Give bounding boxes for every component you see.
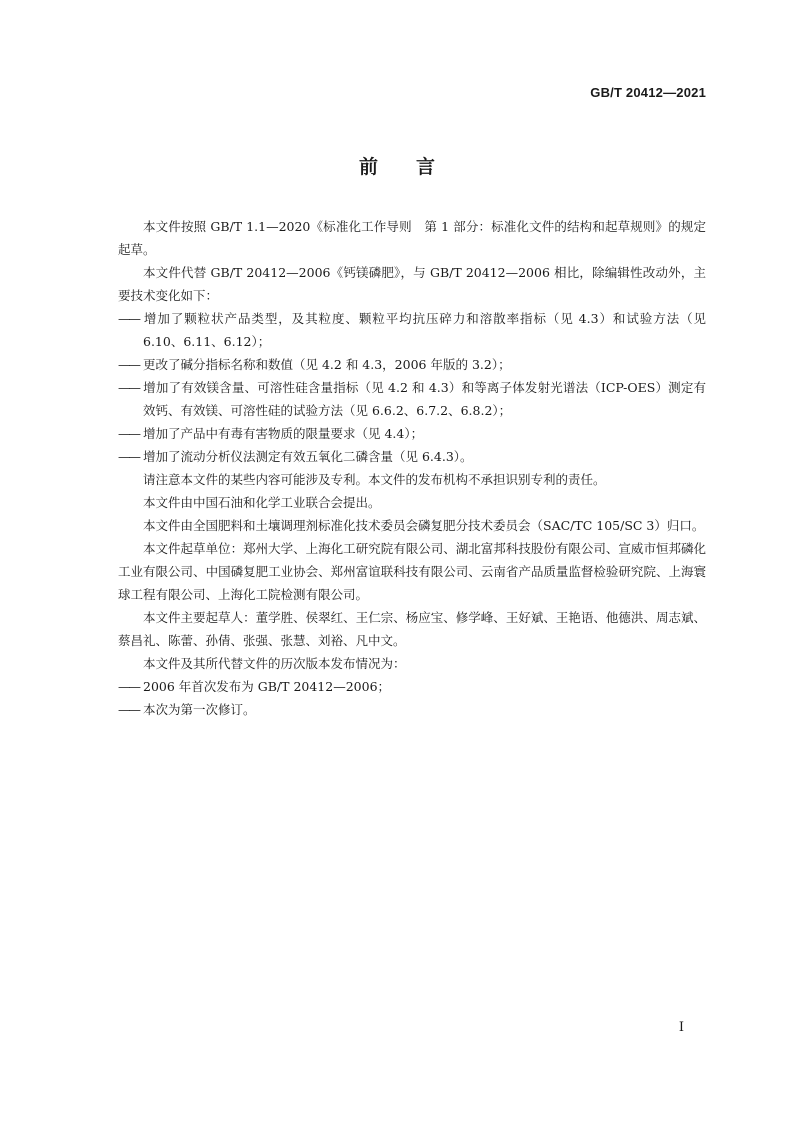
history-intro: 本文件及其所代替文件的历次版本发布情况为：: [143, 656, 406, 671]
page-number: I: [678, 1020, 684, 1035]
change-item-text: 增加了有效镁含量、可溶性硅含量指标（见 4.2 和 4.3）和等离子体发射光谱法（ICP-OES）测定有效钙、有效镁、可溶性硅的试验方法（见 6.6.2、6.7.2、6.8.2）；: [143, 380, 706, 418]
list-dash: ——: [118, 679, 139, 694]
foreword-body: [118, 215, 706, 721]
change-item: [118, 307, 706, 353]
change-item-text: 增加了产品中有毒有害物质的限量要求（见 4.4）；: [143, 426, 424, 441]
list-dash: ——: [118, 449, 139, 464]
history-item-text: 本次为第一次修订。: [143, 702, 256, 717]
history-item: [118, 698, 706, 721]
change-item: [118, 353, 706, 376]
drafting-units: 本文件起草单位：郑州大学、上海化工研究院有限公司、湖北富邦科技股份有限公司、宣威市恒邦磷化工业有限公司、中国磷复肥工业协会、郑州富谊联科技有限公司、云南省产品质量监督检验研究院、上海寰球工程有限公司、上海化工院检测有限公司。: [118, 541, 706, 602]
list-dash: ——: [118, 702, 139, 717]
list-dash: ——: [118, 380, 139, 395]
change-item: [118, 422, 706, 445]
page-title: 前言: [358, 156, 473, 178]
proposed-by: 本文件由中国石油和化学工业联合会提出。: [143, 495, 381, 510]
drafters: 本文件主要起草人：董学胜、侯翠红、王仁宗、杨应宝、修学峰、王好斌、王艳语、他德洪、周志斌、蔡昌礼、陈蕾、孙倩、张强、张慧、刘裕、凡中文。: [118, 610, 706, 648]
change-item-text: 增加了颗粒状产品类型，及其粒度、颗粒平均抗压碎力和溶散率指标（见 4.3）和试验方法（见 6.10、6.11、6.12）；: [143, 311, 706, 349]
replacement-paragraph: 本文件代替 GB/T 20412—2006《钙镁磷肥》，与 GB/T 20412—2006 相比，除编辑性改动外，主要技术变化如下：: [118, 265, 706, 303]
change-item-text: 更改了碱分指标名称和数值（见 4.2 和 4.3，2006 年版的 3.2）；: [143, 357, 511, 372]
change-item: [118, 445, 706, 468]
standard-code: GB/T 20412—2021: [590, 85, 706, 100]
history-item-text: 2006 年首次发布为 GB/T 20412—2006；: [143, 679, 391, 694]
history-item: [118, 675, 706, 698]
patent-notice: 请注意本文件的某些内容可能涉及专利。本文件的发布机构不承担识别专利的责任。: [143, 472, 606, 487]
change-item-text: 增加了流动分析仪法测定有效五氧化二磷含量（见 6.4.3）。: [143, 449, 473, 464]
list-dash: ——: [118, 426, 139, 441]
change-item: [118, 376, 706, 422]
centralized-by: 本文件由全国肥料和土壤调理剂标准化技术委员会磷复肥分技术委员会（SAC/TC 105/SC 3）归口。: [143, 518, 705, 533]
list-dash: ——: [118, 357, 139, 372]
list-dash: ——: [118, 311, 139, 326]
drafting-rule-paragraph: 本文件按照 GB/T 1.1—2020《标准化工作导则 第 1 部分：标准化文件的结构和起草规则》的规定起草。: [118, 219, 706, 257]
